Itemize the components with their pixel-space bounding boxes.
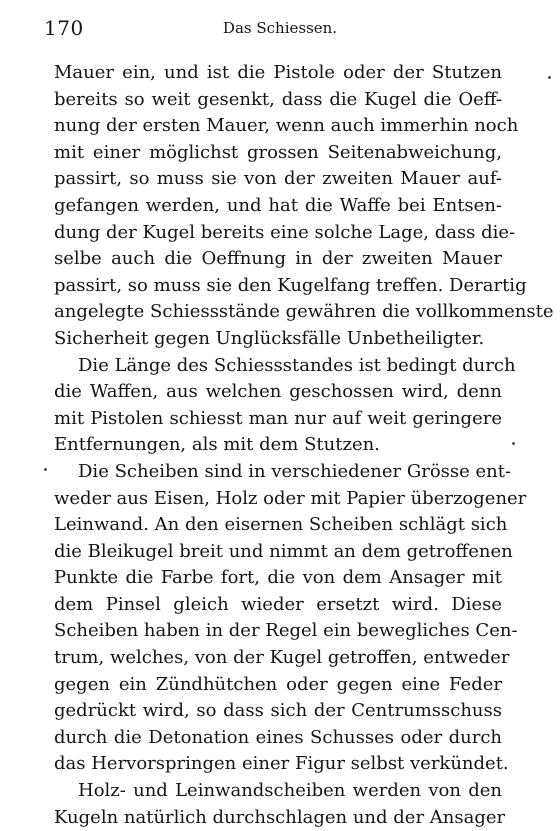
running-head: Das Schiessen. [222,19,338,37]
text-line: passirt, so muss sie von der zweiten Mauer auf- [54,168,502,190]
page-number: 170 [44,16,84,40]
scan-speck [548,76,551,79]
text-line: mit Pistolen schiesst man nur auf weit geringere [54,407,502,429]
text-line: durch die Detonation eines Schusses oder durch [54,726,502,748]
text-line: Mauer ein, und ist die Pistole oder der Stutzen [54,62,502,83]
text-line: dung der Kugel bereits eine solche Lage, dass die- [54,221,516,243]
text-line: dem Pinsel gleich wieder ersetzt wird. Diese [54,593,502,615]
text-line: passirt, so muss sie den Kugelfang treffen. Derartig [54,274,527,296]
text-line: Leinwand. An den eisernen Scheiben schlägt sich [54,514,508,536]
text-line: nung der ersten Mauer, wenn auch immerhin noch [54,115,519,137]
page-header [44,16,516,44]
text-line: Punkte die Farbe fort, die von dem Ansager mit [54,567,502,589]
paragraph-start-line: Die Scheiben sind in verschiedener Grösse ent- [78,460,512,482]
scan-speck [512,442,515,445]
paragraph-start-line: Die Länge des Schiessstandes ist bedingt durch [78,354,516,376]
text-line: gegen ein Zündhütchen oder gegen eine Feder [54,673,502,695]
text-line: selbe auch die Oeffnung in der zweiten Mauer [54,248,502,270]
paragraph-end-line: Sicherheit gegen Unglücksfälle Unbetheiligter. [54,327,485,349]
text-line: bereits so weit gesenkt, dass die Kugel die Oeff- [54,88,502,110]
text-line: die Bleikugel breit und nimmt an dem getroffenen [54,540,513,562]
text-line: gedrückt wird, so dass sich der Centrumsschuss [54,700,502,722]
text-line: trum, welches, von der Kugel getroffen, entweder [54,647,510,669]
text-line: angelegte Schiessstände gewähren die vollkommenste [54,301,554,323]
text-line: gefangen werden, und hat die Waffe bei Entsen- [54,194,502,216]
text-line: mit einer möglichst grossen Seitenabweichung, [54,141,502,163]
paragraph-start-line: Holz- und Leinwandscheiben werden von den [78,780,502,802]
body-text [54,60,554,831]
text-line: Kugeln natürlich durchschlagen und der Ansager [54,806,506,828]
paragraph-end-line: Entfernungen, als mit dem Stutzen. [54,434,380,456]
text-line: Scheiben haben in der Regel ein bewegliches Cen- [54,620,518,642]
text-line: weder aus Eisen, Holz oder mit Papier überzogener [54,487,527,509]
text-line: die Waffen, aus welchen geschossen wird, denn [54,381,502,403]
paragraph-end-line: das Hervorspringen einer Figur selbst verkündet. [54,753,509,775]
scan-speck [44,468,47,471]
